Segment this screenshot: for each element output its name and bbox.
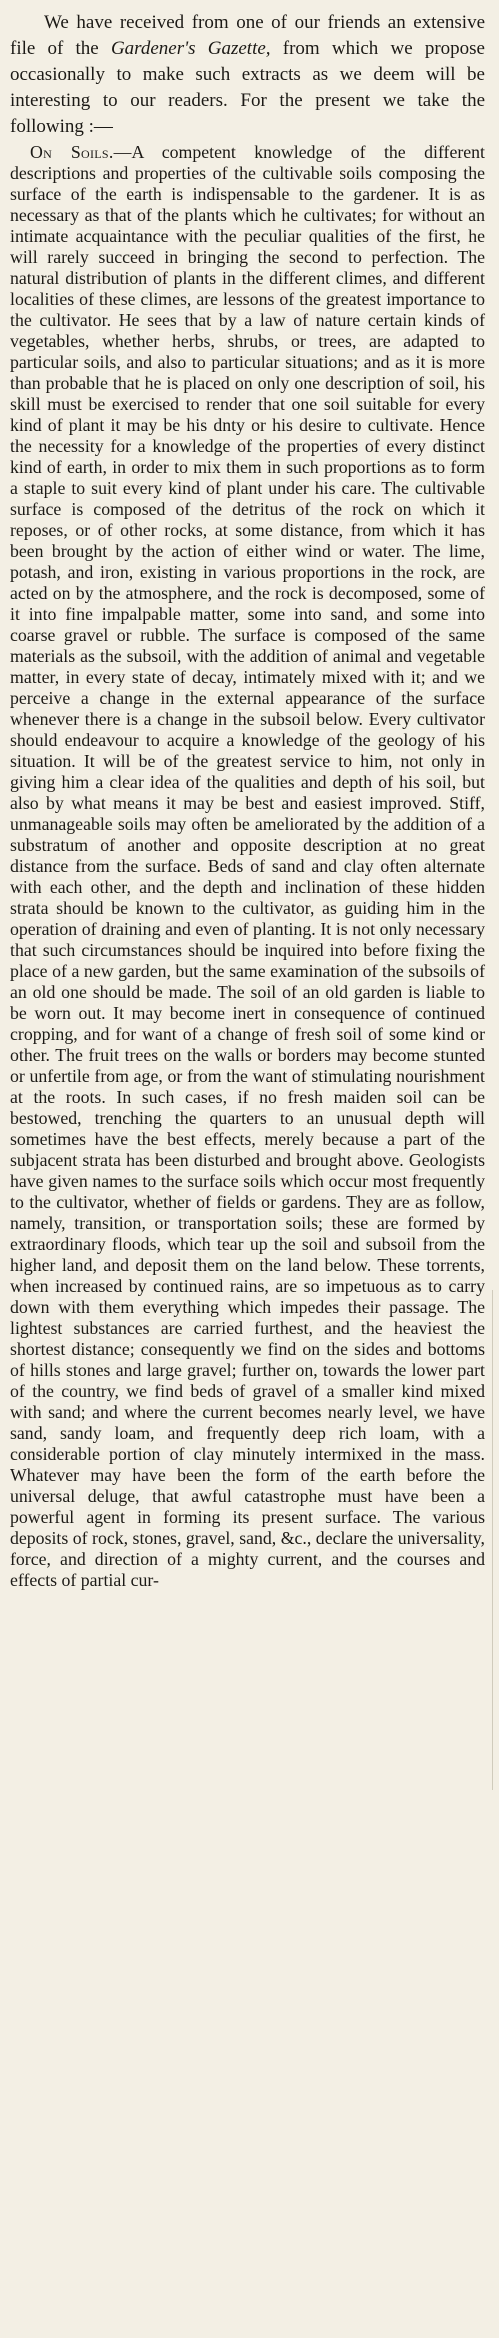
- intro-paragraph: [10, 10, 485, 140]
- soils-paragraph: [10, 142, 485, 1591]
- intro-text-start: We have received from one of our friends an extensive file of the: [10, 12, 485, 59]
- soils-body-text: —A competent knowledge of the different descriptions and properties of the cultivable soils composing the surface of the earth is indispensable to the gardener. It is as necessary as that of the plants which he cultivates; for without an intimate acquaintance with the peculiar qualities of the first, he will rarely succeed in bringing the second to perfection. The natural distribution of plants in the different climes, and different localities of these climes, are lessons of the greatest importance to the cultivator. He sees that by a law of nature certain kinds of vegetables, whether herbs, shrubs, or trees, are adapted to particular soils, and also to particular situations; and as it is more than probable that he is placed on only one description of soil, his skill must be exercised to render that one soil suitable for every kind of plant it may be his dnty or his desire to cultivate. Hence the necessity for a knowledge of the properties of every distinct kind of earth, in order to mix them in such proportions as to form a staple to suit every kind of plant under his care. The cultivable surface is composed of the detritus of the rock on which it reposes, or of other rocks, at some distance, from which it has been brought by the action of either wind or water. The lime, potash, and iron, existing in various proportions in the rock, are acted on by the atmosphere, and the rock is decomposed, some of it into fine impalpable matter, some into sand, and some into coarse gravel or rubble. The surface is composed of the same materials as the subsoil, with the addition of animal and vegetable matter, in every state of decay, intimately mixed with it; and we perceive a change in the external appearance of the surface whenever there is a change in the subsoil below. Every cultivator should endeavour to acquire a knowledge of the geology of his situation. It will be of the greatest service to him, not only in giving him a clear idea of the qualities and depth of his soil, but also by what means it may be best and easiest improved. Stiff, unmanageable soils may often be ameliorated by the addition of a substratum of another and opposite description at no great distance from the surface. Beds of sand and clay often alternate with each other, and the depth and inclination of these hidden strata should be known to the cultivator, as guiding him in the operation of draining and even of planting. It is not only necessary that such circumstances should be inquired into before fixing the place of a new garden, but the same examination of the subsoils of an old one should be made. The soil of an old garden is liable to be worn out. It may become inert in consequence of continued cropping, and for want of a change of fresh soil of some kind or other. The fruit trees on the walls or borders may become stunted or unfertile from age, or from the want of stimulating nourishment at the roots. In such cases, if no fresh maiden soil can be bestowed, trenching the quarters to an unusual depth will sometimes have the best effects, merely because a part of the subjacent strata has been disturbed and brought above. Geologists have given names to the surface soils which occur most frequently to the cultivator, whether of fields or gardens. They are as follow, namely, transition, or transportation soils; these are formed by extraordinary floods, which tear up the soil and subsoil from the higher land, and deposit them on the land below. These torrents, when increased by continued rains, are so impetuous as to carry down with them everything which impedes their passage. The lightest substances are carried furthest, and the heaviest the shortest distance; consequently we find on the sides and bottoms of hills stones and large gravel; further on, towards the lower part of the country, we find beds of gravel of a smaller kind mixed with sand; and where the current becomes nearly level, we have sand, sandy loam, and frequently deep rich loam, with a considerable portion of clay minutely intermixed in the mass. Whatever may have been the form of the earth before the universal deluge, that awful catastrophe must have been a powerful agent in forming its present surface. The various deposits of rock, stones, gravel, sand, &c., declare the universality, force, and direction of a mighty current, and the courses and effects of partial cur-: [10, 142, 485, 1590]
- section-heading: On Soils.: [30, 142, 114, 162]
- page-edge-marks: [492, 1290, 497, 1790]
- gazette-title: Gardener's Gazette,: [110, 38, 271, 59]
- intro-text-end: from which we propose occasionally to make such extracts as we deem will be interesting to our readers. For the present we take the following :—: [10, 38, 485, 137]
